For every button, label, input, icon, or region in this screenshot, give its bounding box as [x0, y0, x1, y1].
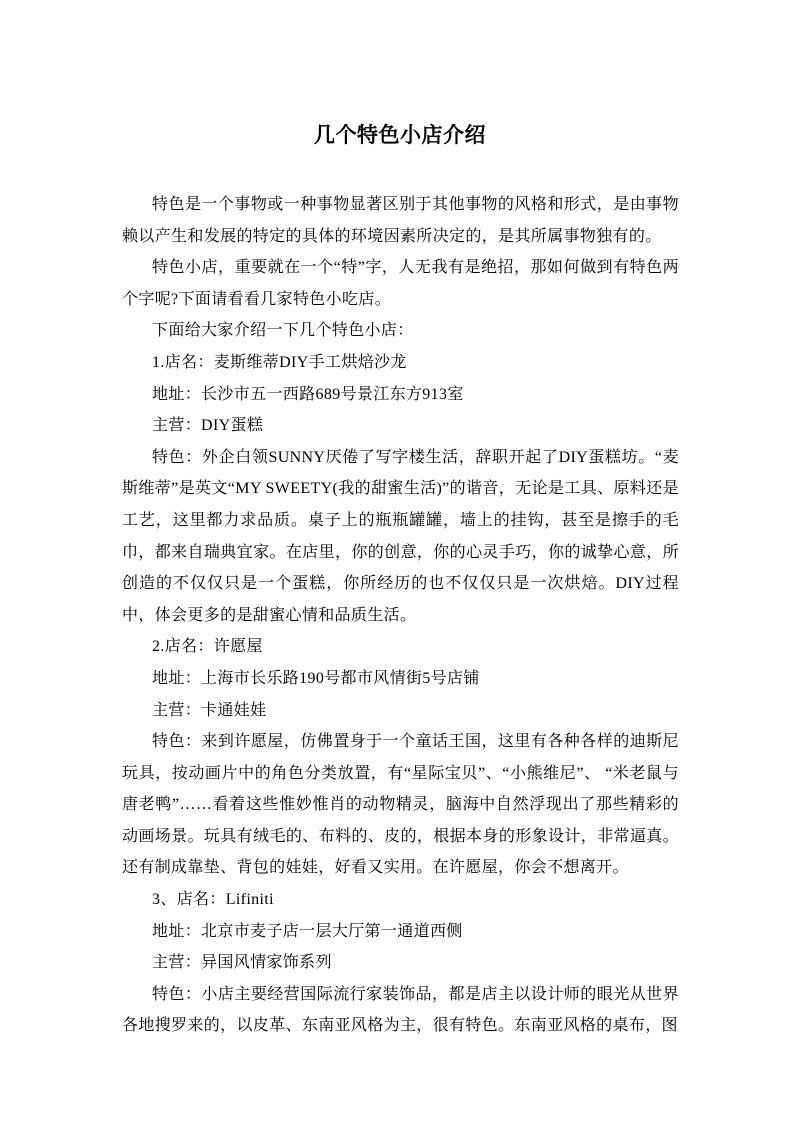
document-body	[122, 189, 679, 1042]
shop-2-name: 2.店名：许愿屋	[152, 638, 263, 656]
shop-2-main-business: 主营：卡通娃娃	[152, 701, 267, 719]
shop-1-name: 1.店名：麦斯维蒂DIY手工烘焙沙龙	[152, 353, 407, 371]
shop-2-address: 地址：上海市长乐路190号都市风情街5号店铺	[152, 669, 480, 687]
document-title: 几个特色小店介绍	[314, 123, 486, 147]
shop-2-feature: 特色：来到许愿屋，仿佛置身于一个童话王国，这里有各种各样的迪斯尼玩具，按动画片中的角色分类放置，有“星际宝贝”、“小熊维尼”、 “米老鼠与唐老鸭”……看着这些惟妙惟肖的动物精灵，脑海中自然浮现出了那些精彩的动画场景。玩具有绒毛的、布料的、皮的，根据本身的形象设计，非常逼真。还有制成靠垫、背包的娃娃，好看又实用。在许愿屋，你会不想离开。	[122, 733, 679, 877]
intro-definition-paragraph: 特色是一个事物或一种事物显著区别于其他事物的风格和形式，是由事物赖以产生和发展的特定的具体的环境因素所决定的，是其所属事物独有的。	[122, 196, 679, 245]
shop-3-feature: 特色：小店主要经营国际流行家装饰品，都是店主以设计师的眼光从世界各地搜罗来的，以皮革、东南亚风格为主，很有特色。东南亚风格的桌布，图	[122, 985, 679, 1035]
intro-list-heading: 下面给大家介绍一下几个特色小店：	[152, 322, 414, 340]
shop-3-name: 3、店名：Lifiniti	[152, 891, 274, 909]
shop-3-address: 地址：北京市麦子店一层大厅第一通道西侧	[152, 922, 463, 940]
intro-shops-paragraph: 特色小店，重要就在一个“特”字，人无我有是绝招，那如何做到有特色两个字呢?下面请看看几家特色小吃店。	[122, 259, 679, 308]
shop-1-main-business: 主营：DIY蛋糕	[152, 417, 264, 435]
shop-1-feature: 特色：外企白领SUNNY厌倦了写字楼生活，辞职开起了DIY蛋糕坊。“麦斯维蒂”是英文“MY SWEETY(我的甜蜜生活)”的谐音，无论是工具、原料还是工艺，这里都力求品质。桌子上的瓶瓶罐罐，墙上的挂钩，甚至是擦手的毛巾，都来自瑞典宜家。在店里，你的创意，你的心灵手巧，你的诚挚心意，所创造的不仅仅只是一个蛋糕，你所经历的也不仅仅只是一次烘焙。DIY过程中，体会更多的是甜蜜心情和品质生活。	[122, 448, 679, 624]
shop-3-main-business: 主营：异国风情家饰系列	[152, 954, 332, 972]
shop-1-address: 地址：长沙市五一西路689号景江东方913室	[152, 385, 464, 403]
